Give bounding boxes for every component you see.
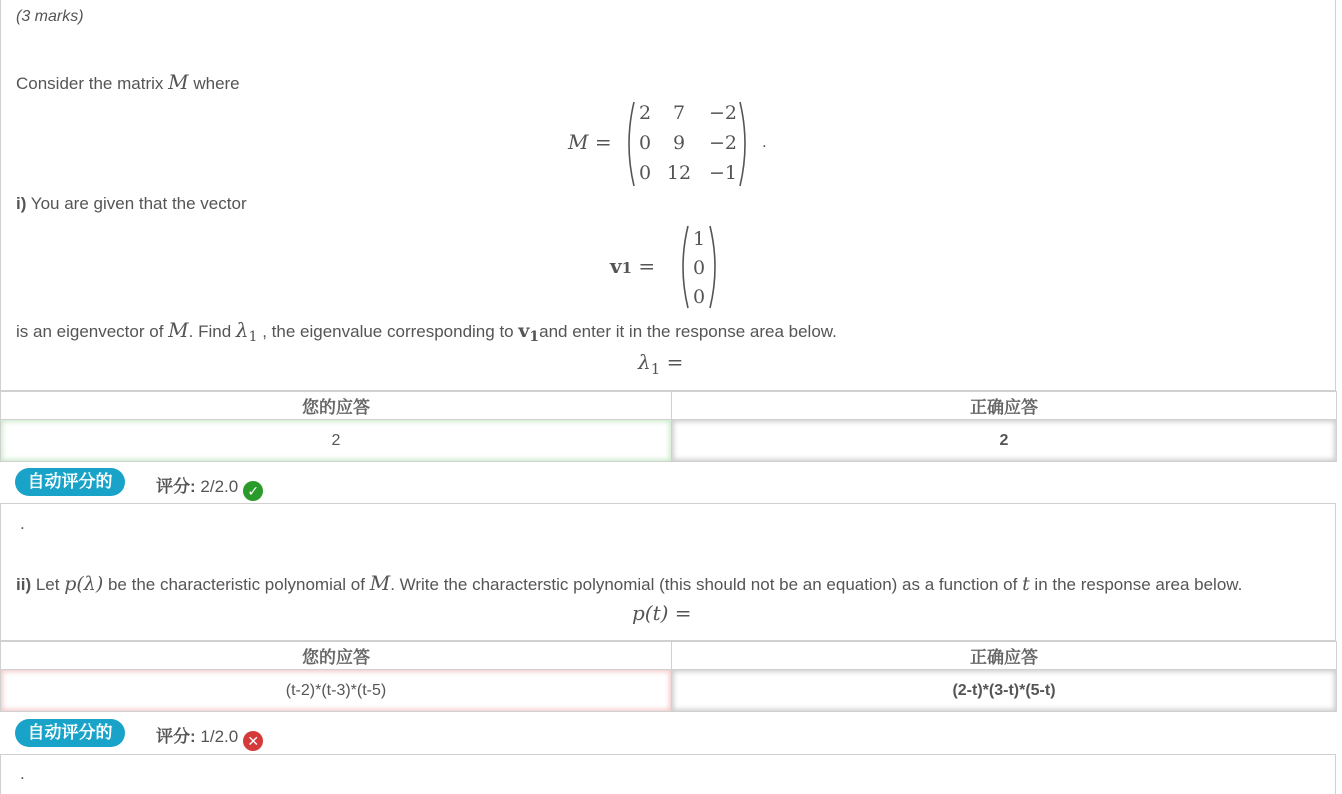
matrix-cell: 0 xyxy=(638,132,652,154)
lambda-response-label: $\lambda_1$ = xyxy=(638,350,684,378)
your-answer-header: 您的应答 xyxy=(1,392,672,420)
matrix-period: . xyxy=(762,132,767,151)
question-3-panel xyxy=(0,754,1336,794)
part-ii-prompt: ii) Let p(λ) be the characteristic polynomial of M. Write the characterstic polynomial (this should not be an equation) as a function of t in the response area below. xyxy=(16,571,1243,595)
answer-table-2 xyxy=(0,641,1337,712)
score-display: 评分: 2/2.0 ✓ xyxy=(156,472,263,501)
right-paren-icon xyxy=(738,100,752,188)
correct-answer-header: 正确应答 xyxy=(672,392,1337,420)
part-i-prompt: i) You are given that the vector xyxy=(16,194,247,213)
correct-answer-cell: 2 xyxy=(672,420,1337,462)
matrix-label: M = xyxy=(568,130,612,154)
polynomial-response-label: p(t) = xyxy=(632,601,692,625)
matrix-cell: −1 xyxy=(708,162,737,184)
answer-table-1 xyxy=(0,391,1337,462)
matrix-cell: −2 xyxy=(708,102,737,124)
vector-label: v1 = xyxy=(610,254,656,278)
auto-graded-badge: 自动评分的 xyxy=(15,719,125,747)
vector-cell: 0 xyxy=(692,257,706,279)
x-circle-icon: ✕ xyxy=(243,731,263,751)
vector-cell: 1 xyxy=(692,228,706,250)
vector-v1 xyxy=(676,224,722,310)
eigen-prompt: is an eigenvector of M. Find $\lambda_1$ , the eigenvalue corresponding to $v_1and$ enter it in the response area below. xyxy=(16,318,837,345)
matrix-cell: −2 xyxy=(708,132,737,154)
separator-dot: . xyxy=(20,514,25,533)
matrix-cell: 0 xyxy=(638,162,652,184)
auto-graded-badge: 自动评分的 xyxy=(15,468,125,496)
your-answer-header: 您的应答 xyxy=(1,642,672,670)
correct-answer-header: 正确应答 xyxy=(672,642,1337,670)
score-display: 评分: 1/2.0 ✕ xyxy=(156,722,263,751)
matrix-cell: 12 xyxy=(666,162,692,184)
matrix-cell: 7 xyxy=(672,102,686,124)
correct-answer-cell: (2-t)*(3-t)*(5-t) xyxy=(672,670,1337,712)
separator-dot: . xyxy=(20,764,25,783)
marks-label: (3 marks) xyxy=(16,8,84,25)
matrix-cell: 9 xyxy=(672,132,686,154)
matrix-intro: Consider the matrix M where xyxy=(16,70,240,94)
your-answer-cell: 2 xyxy=(1,420,672,462)
matrix-M xyxy=(622,100,752,188)
vector-cell: 0 xyxy=(692,286,706,308)
your-answer-cell: (t-2)*(t-3)*(t-5) xyxy=(1,670,672,712)
check-circle-icon: ✓ xyxy=(243,481,263,501)
matrix-cell: 2 xyxy=(638,102,652,124)
